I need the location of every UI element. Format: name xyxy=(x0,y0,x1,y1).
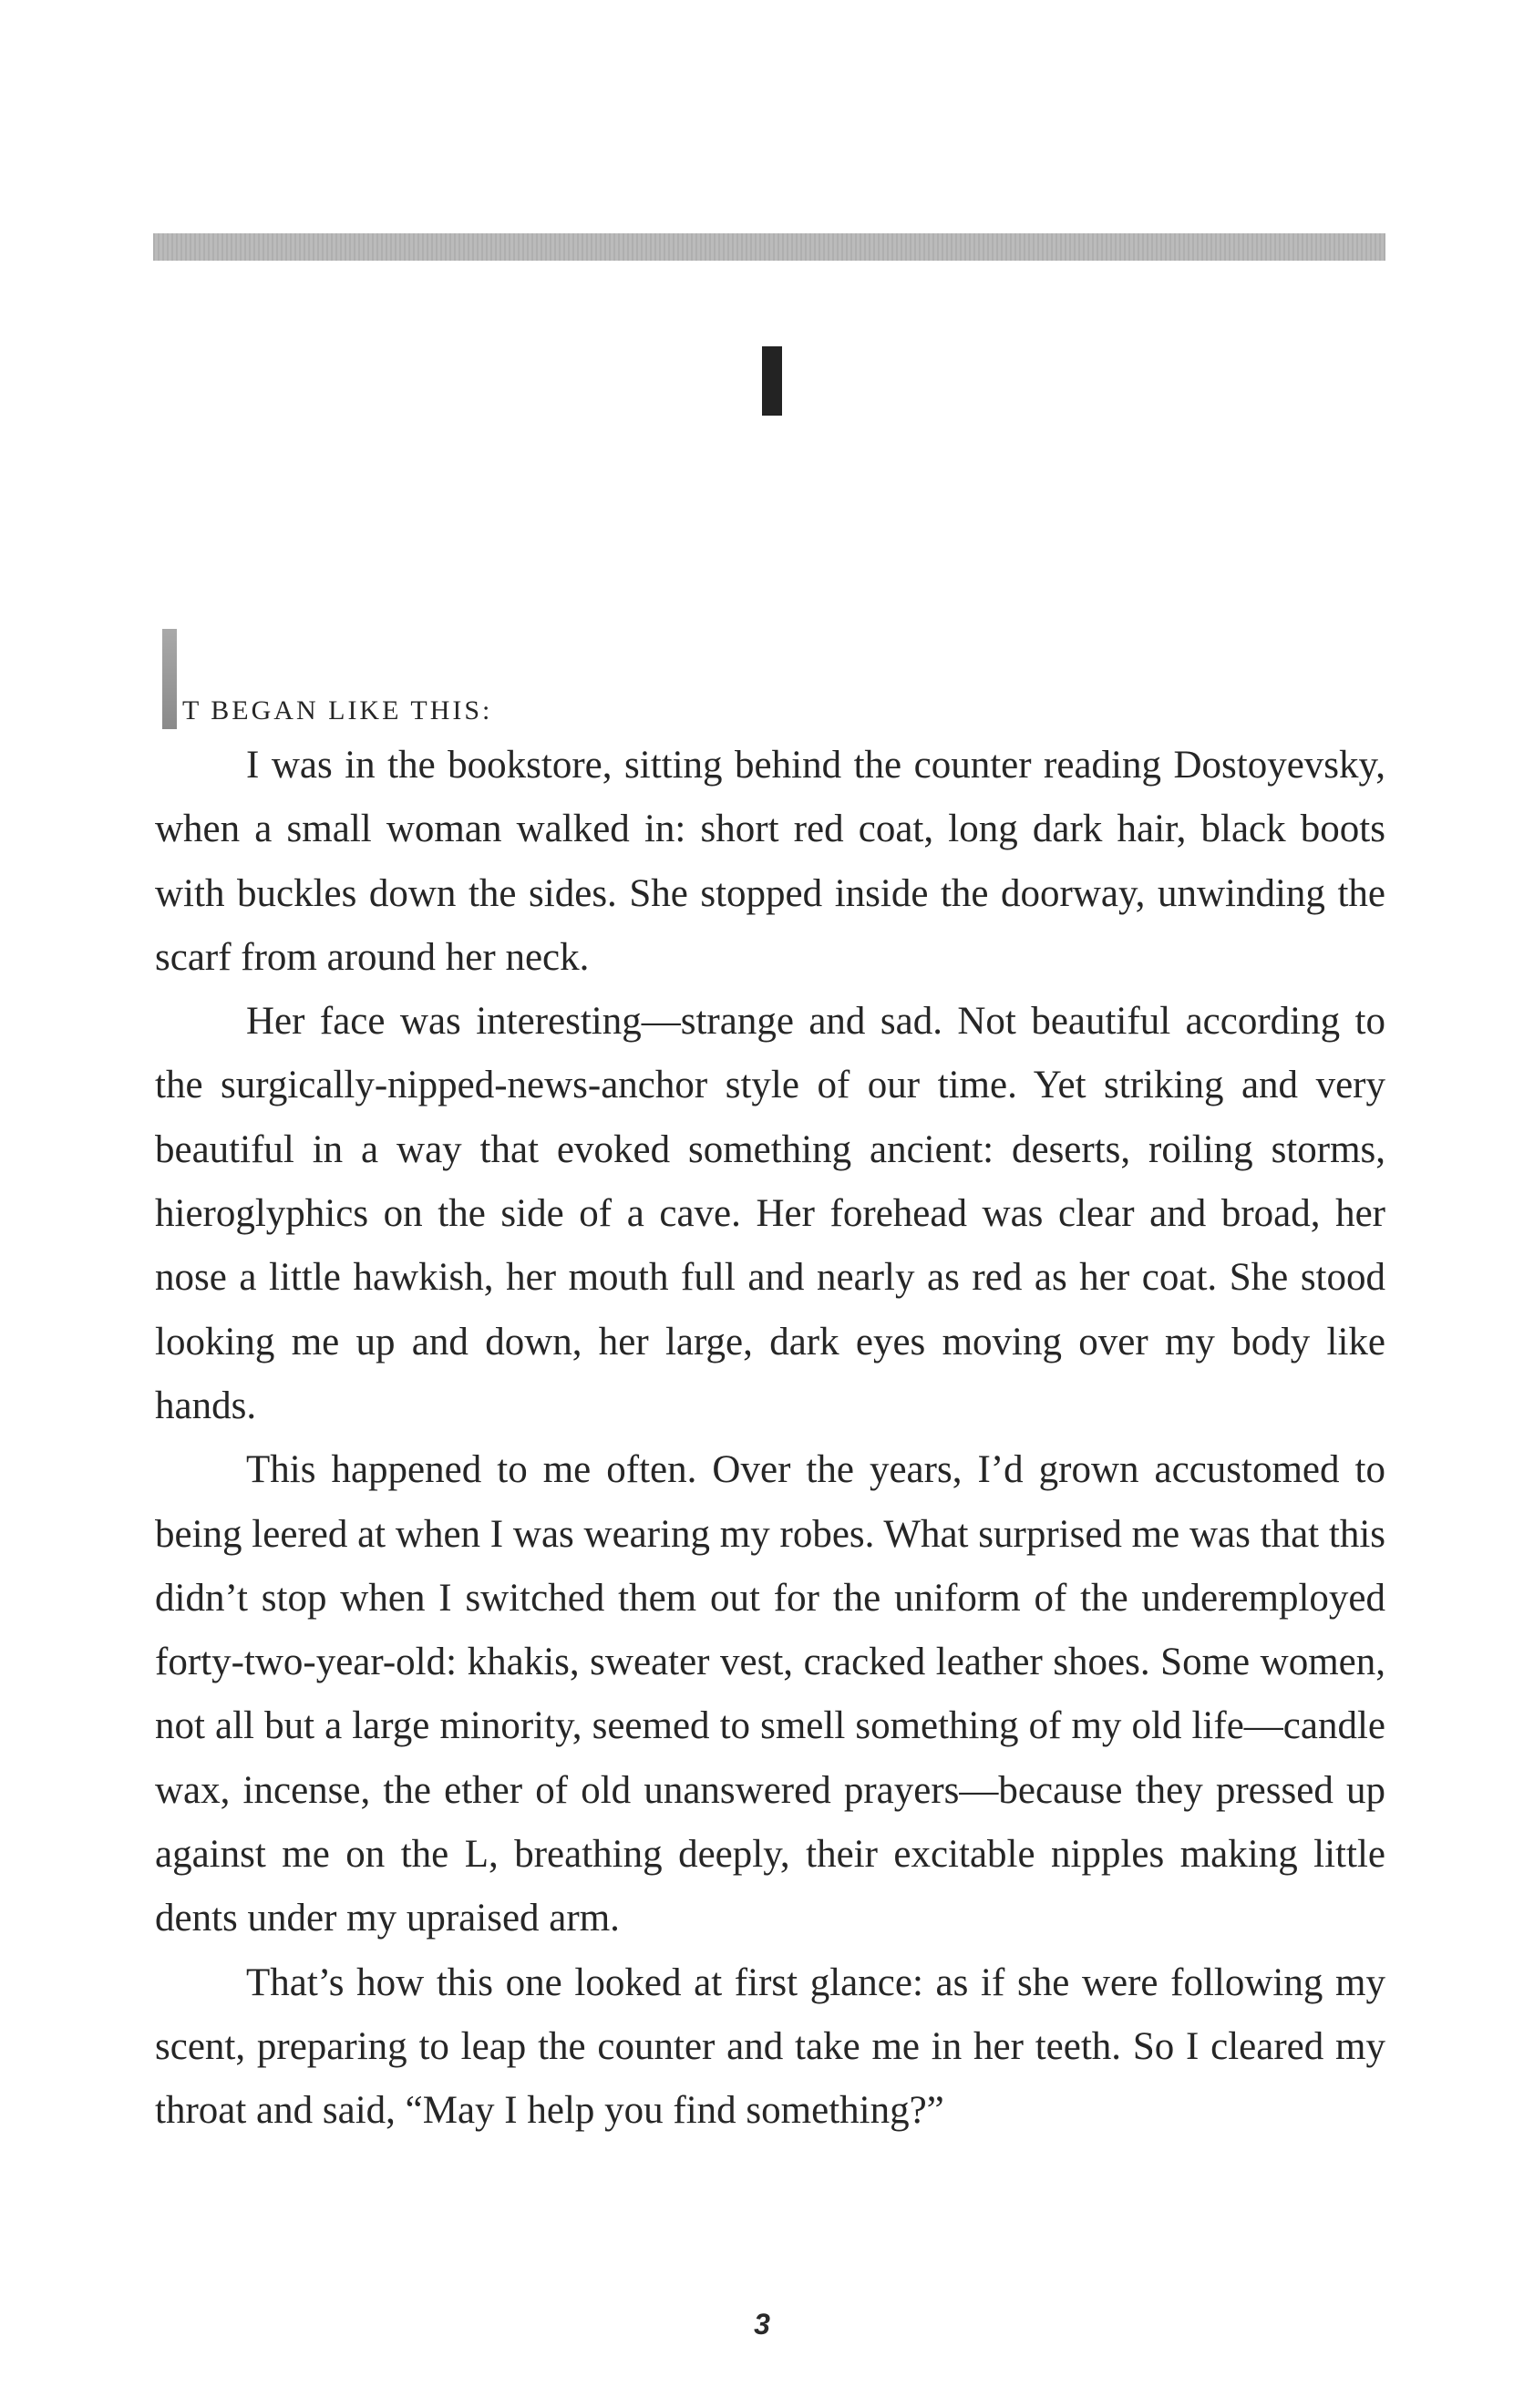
paragraph: Her face was interesting—strange and sad. Not beautiful according to the surgically-nipped-news-anchor style of our time. Yet striking and very beautiful in a way that evoked something ancient: deserts, roiling storms, hieroglyphics on the side of a cave. Her forehead was clear and broad, her nose a little hawkish, her mouth full and nearly as red as her coat. She stood looking me up and down, her large, dark eyes moving over my body like hands. xyxy=(155,1000,1385,1427)
opening-small-caps: T BEGAN LIKE THIS: xyxy=(182,695,493,725)
chapter-body xyxy=(155,629,1385,2144)
paragraph: That’s how this one looked at first glance: as if she were following my scent, preparing to leap the counter and take me in her teeth. So I cleared my throat and said, “May I help you find something?” xyxy=(155,1960,1385,2133)
chapter-number xyxy=(762,346,782,416)
drop-cap xyxy=(162,629,177,729)
chapter-header-band xyxy=(153,233,1385,261)
paragraph: I was in the bookstore, sitting behind the counter reading Dostoyevsky, when a small woman walked in: short red coat, long dark hair, black boots with buckles down the sides. She stopped inside the doorway, unwinding the scarf from around her neck. xyxy=(155,744,1385,979)
paragraph: This happened to me often. Over the years, I’d grown accustomed to being leered at when I was wearing my robes. What surprised me was that this didn’t stop when I switched them out for the uniform of the underemployed forty-two-year-old: khakis, sweater vest, cracked leather shoes. Some women, not all but a large minority, seemed to smell something of my old life—candle wax, incense, the ether of old unanswered prayers—because they pressed up against me on the L, breathing deeply, their excitable nipples making little dents under my upraised arm. xyxy=(155,1448,1385,1940)
page-number: 3 xyxy=(754,2308,770,2341)
opening-line xyxy=(155,629,1385,734)
